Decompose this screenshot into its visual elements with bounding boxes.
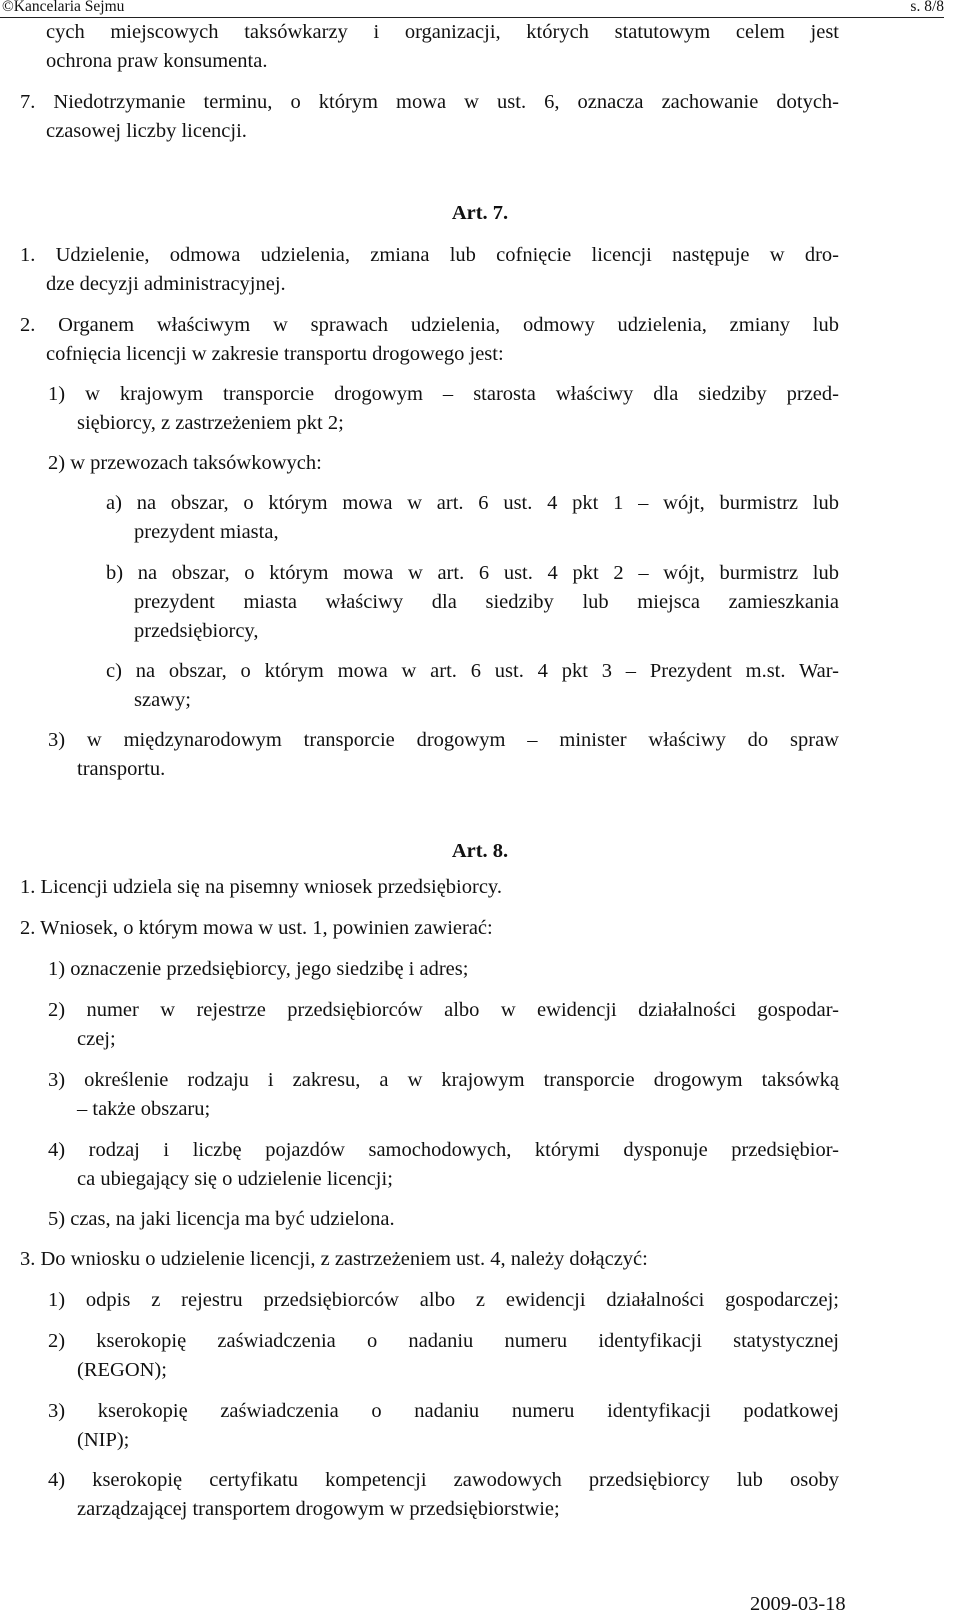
text-line: 1) oznaczenie przedsiębiorcy, jego siedzibę i adres; <box>48 958 469 980</box>
text-line: 3) kserokopię zaświadczenia o nadaniu numeru identyfikacji podatkowej <box>48 1400 839 1422</box>
text-line: 3) określenie rodzaju i zakresu, a w krajowym transporcie drogowym taksówką <box>48 1069 839 1091</box>
text-line: 1) w krajowym transporcie drogowym – starosta właściwy dla siedziby przed- <box>48 383 839 405</box>
text-line: 2. Wniosek, o którym mowa w ust. 1, powinien zawierać: <box>20 917 493 939</box>
text-line: ca ubiegający się o udzielenie licencji; <box>77 1168 393 1190</box>
text-line: c) na obszar, o którym mowa w art. 6 ust. 4 pkt 3 – Prezydent m.st. War- <box>106 660 839 682</box>
text-line: (REGON); <box>77 1359 167 1381</box>
text-line: 2) kserokopię zaświadczenia o nadaniu numeru identyfikacji statystycznej <box>48 1330 839 1352</box>
text-line: 1. Licencji udziela się na pisemny wniosek przedsiębiorcy. <box>20 876 502 898</box>
page-header <box>0 0 944 18</box>
text-line: – także obszaru; <box>77 1098 211 1120</box>
text-line: ochrona praw konsumenta. <box>46 50 268 72</box>
page-number: s. 8/8 <box>910 0 944 15</box>
text-line: 2. Organem właściwym w sprawach udzielenia, odmowy udzielenia, zmiany lub <box>20 314 839 336</box>
text-line: szawy; <box>134 689 191 711</box>
text-line: 1) odpis z rejestru przedsiębiorców albo z ewidencji działalności gospodarczej; <box>48 1289 839 1311</box>
text-line: 7. Niedotrzymanie terminu, o którym mowa w ust. 6, oznacza zachowanie dotych- <box>20 91 839 113</box>
text-line: b) na obszar, o którym mowa w art. 6 ust. 4 pkt 2 – wójt, burmistrz lub <box>106 562 839 584</box>
text-line: czej; <box>77 1028 116 1050</box>
text-line: 4) rodzaj i liczbę pojazdów samochodowych, którymi dysponuje przedsiębior- <box>48 1139 839 1161</box>
footer-date: 2009-03-18 <box>750 1593 846 1615</box>
text-line: czasowej liczby licencji. <box>46 120 247 142</box>
article-heading: Art. 7. <box>451 202 509 224</box>
text-line: a) na obszar, o którym mowa w art. 6 ust. 4 pkt 1 – wójt, burmistrz lub <box>106 492 839 514</box>
text-line: 5) czas, na jaki licencja ma być udzielona. <box>48 1208 395 1230</box>
text-line: 2) w przewozach taksówkowych: <box>48 452 322 474</box>
text-line: zarządzającej transportem drogowym w przedsiębiorstwie; <box>77 1498 560 1520</box>
text-line: 2) numer w rejestrze przedsiębiorców albo w ewidencji działalności gospodar- <box>48 999 839 1021</box>
text-line: cofnięcia licencji w zakresie transportu drogowego jest: <box>46 343 504 365</box>
text-line: prezydent miasta, <box>134 521 279 543</box>
publisher-label: ©Kancelaria Sejmu <box>2 0 125 15</box>
text-line: dze decyzji administracyjnej. <box>46 273 286 295</box>
text-line: transportu. <box>77 758 166 780</box>
text-line: (NIP); <box>77 1429 130 1451</box>
text-line: siębiorcy, z zastrzeżeniem pkt 2; <box>77 412 344 434</box>
text-line: prezydent miasta właściwy dla siedziby lub miejsca zamieszkania <box>134 591 839 613</box>
text-line: 4) kserokopię certyfikatu kompetencji zawodowych przedsiębiorcy lub osoby <box>48 1469 839 1491</box>
text-line: 3) w międzynarodowym transporcie drogowym – minister właściwy do spraw <box>48 729 839 751</box>
article-heading: Art. 8. <box>451 840 509 862</box>
text-line: cych miejscowych taksówkarzy i organizacji, których statutowym celem jest <box>46 21 839 43</box>
text-line: przedsiębiorcy, <box>134 620 259 642</box>
text-line: 3. Do wniosku o udzielenie licencji, z zastrzeżeniem ust. 4, należy dołączyć: <box>20 1248 648 1270</box>
text-line: 1. Udzielenie, odmowa udzielenia, zmiana lub cofnięcie licencji następuje w dro- <box>20 244 839 266</box>
